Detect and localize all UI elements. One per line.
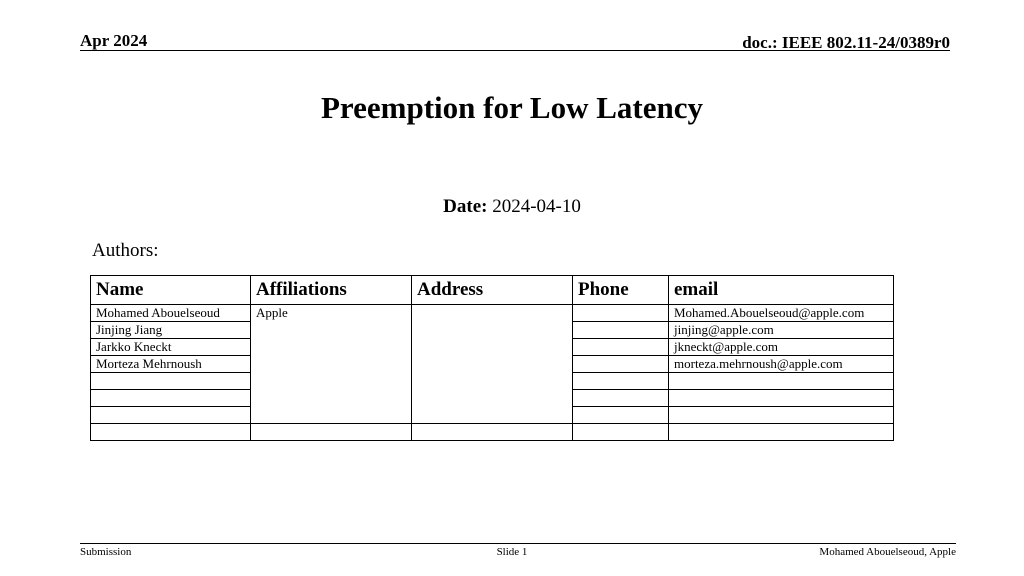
author-name-cell: Jarkko Kneckt: [91, 339, 251, 356]
author-affiliation-cell: Apple: [251, 305, 412, 322]
author-address-cell: [412, 373, 573, 390]
date-line: [0, 196, 1024, 218]
author-address-cell: [412, 305, 573, 322]
table-header-row: [91, 276, 894, 305]
author-name-cell: Jinjing Jiang: [91, 322, 251, 339]
author-affiliation-cell: [251, 390, 412, 407]
author-name-cell: [91, 390, 251, 407]
column-header-affiliations: Affiliations: [251, 276, 412, 305]
column-header-address: Address: [412, 276, 573, 305]
author-email-cell: [669, 390, 894, 407]
author-address-cell: [412, 424, 573, 441]
author-phone-cell: [573, 424, 669, 441]
author-email-cell: [669, 373, 894, 390]
author-email-cell: Mohamed.Abouelseoud@apple.com: [669, 305, 894, 322]
date-label: Date:: [443, 196, 488, 217]
author-phone-cell: [573, 356, 669, 373]
header-rule: [80, 50, 950, 51]
author-affiliation-cell: [251, 322, 412, 339]
author-email-cell: jkneckt@apple.com: [669, 339, 894, 356]
author-address-cell: [412, 339, 573, 356]
author-affiliation-cell: [251, 373, 412, 390]
author-phone-cell: [573, 322, 669, 339]
author-phone-cell: [573, 305, 669, 322]
author-email-cell: [669, 424, 894, 441]
author-name-cell: [91, 373, 251, 390]
column-header-email: email: [669, 276, 894, 305]
author-email-cell: morteza.mehrnoush@apple.com: [669, 356, 894, 373]
footer-rule: [80, 543, 956, 544]
authors-table-body: [91, 305, 894, 441]
author-email-cell: [669, 407, 894, 424]
table-row: [91, 356, 894, 373]
column-header-phone: Phone: [573, 276, 669, 305]
author-name-cell: Mohamed Abouelseoud: [91, 305, 251, 322]
author-affiliation-cell: [251, 339, 412, 356]
slide-title: Preemption for Low Latency: [321, 90, 703, 125]
footer-author: Mohamed Abouelseoud, Apple: [819, 546, 956, 558]
author-phone-cell: [573, 373, 669, 390]
authors-label: Authors:: [92, 240, 159, 261]
author-name-cell: Morteza Mehrnoush: [91, 356, 251, 373]
authors-table: [90, 275, 894, 441]
author-name-cell: [91, 407, 251, 424]
date-value: 2024-04-10: [492, 196, 581, 217]
author-affiliation-cell: [251, 407, 412, 424]
author-address-cell: [412, 356, 573, 373]
header-date: Apr 2024: [80, 31, 148, 50]
author-phone-cell: [573, 390, 669, 407]
footer-slide-number: Slide 1: [496, 546, 528, 558]
table-row: [91, 339, 894, 356]
table-row: [91, 424, 894, 441]
table-row: [91, 407, 894, 424]
author-affiliation-cell: [251, 424, 412, 441]
column-header-name: Name: [91, 276, 251, 305]
author-phone-cell: [573, 407, 669, 424]
author-address-cell: [412, 322, 573, 339]
table-row: [91, 305, 894, 322]
author-address-cell: [412, 390, 573, 407]
footer-submission: Submission: [80, 546, 132, 558]
table-row: [91, 373, 894, 390]
table-row: [91, 390, 894, 407]
author-phone-cell: [573, 339, 669, 356]
header-doc-id: doc.: IEEE 802.11-24/0389r0: [742, 33, 950, 52]
author-name-cell: [91, 424, 251, 441]
author-affiliation-cell: [251, 356, 412, 373]
author-address-cell: [412, 407, 573, 424]
table-row: [91, 322, 894, 339]
author-email-cell: jinjing@apple.com: [669, 322, 894, 339]
